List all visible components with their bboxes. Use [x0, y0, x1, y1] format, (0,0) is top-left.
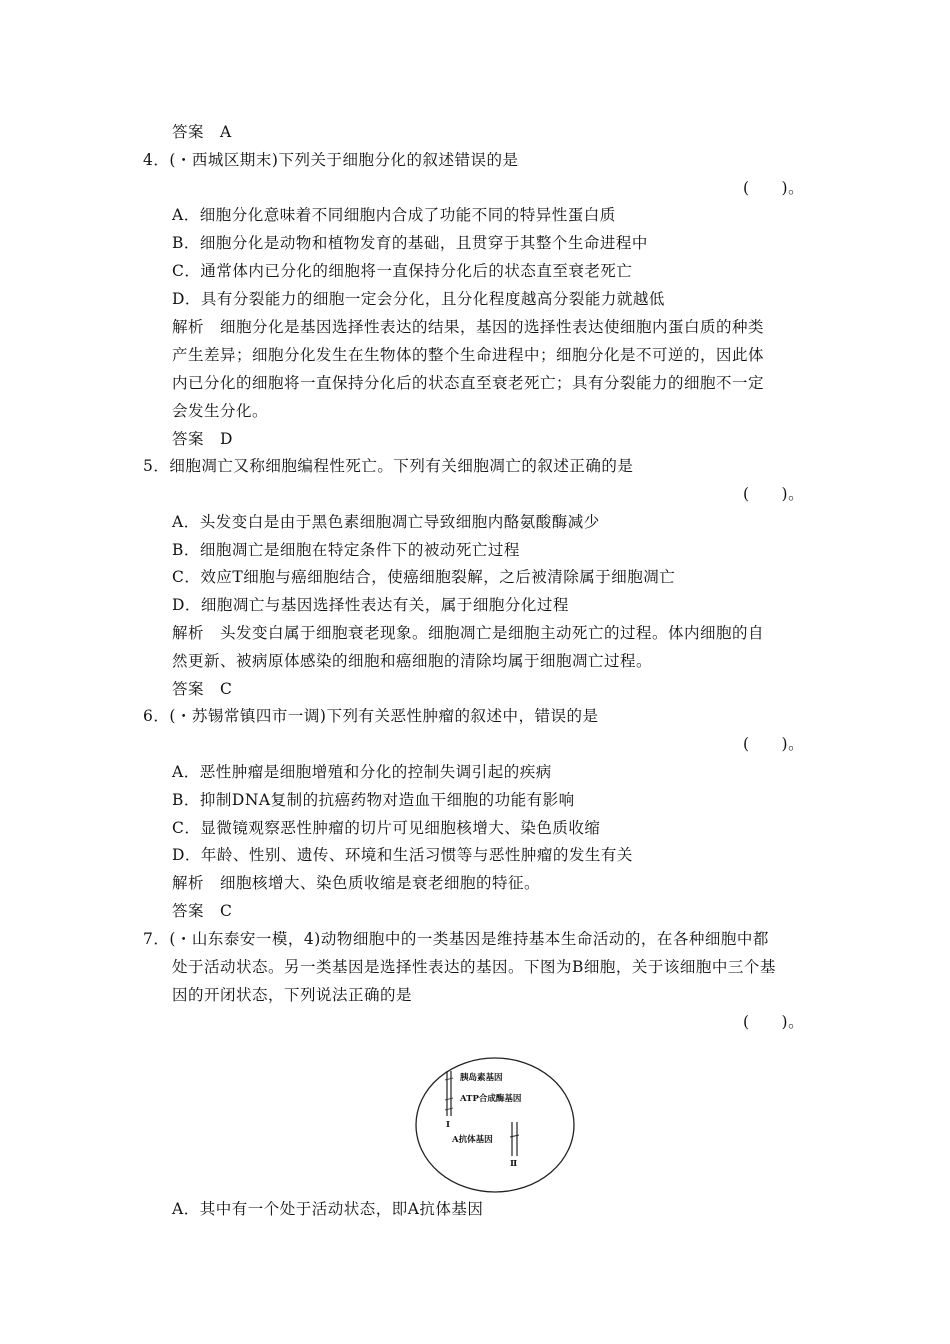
q6-paren: ( )。 — [743, 735, 805, 753]
q4-analysis-line: 解析 细胞分化是基因选择性表达的结果，基因的选择性表达使细胞内蛋白质的种类 — [172, 318, 765, 336]
chromosome-pair-1 — [445, 1071, 453, 1116]
q3-answer: 答案 A — [172, 123, 232, 141]
q6-answer: 答案 C — [172, 902, 233, 920]
q4-stem: 4．(・西城区期末)下列关于细胞分化的叙述错误的是 — [143, 151, 519, 169]
chromosome-pair-2 — [510, 1122, 519, 1156]
q6-analysis-line: 解析 细胞核增大、染色质收缩是衰老细胞的特征。 — [172, 874, 541, 892]
q4-analysis-line: 产生差异；细胞分化发生在生物体的整个生命进程中；细胞分化是不可逆的，因此体 — [172, 346, 765, 364]
q4-analysis-line: 会发生分化。 — [172, 402, 269, 420]
q7-stem-line: 7．(・山东泰安一模，4)动物细胞中的一类基因是维持基本生命活动的，在各种细胞中都 — [143, 930, 769, 948]
q7-stem-line: 因的开闭状态，下列说法正确的是 — [172, 986, 413, 1004]
b-cell-figure — [414, 1056, 576, 1194]
q5-option-d: D．细胞凋亡与基因选择性表达有关，属于细胞分化过程 — [172, 596, 569, 614]
q6-option-c: C．显微镜观察恶性肿瘤的切片可见细胞核增大、染色质收缩 — [172, 819, 601, 837]
antibody-gene-label: A抗体基因 — [452, 1135, 493, 1145]
q5-answer: 答案 C — [172, 680, 233, 698]
q6-option-a: A．恶性肿瘤是细胞增殖和分化的控制失调引起的疾病 — [172, 763, 552, 781]
q6-option-d: D．年龄、性别、遗传、环境和生活习惯等与恶性肿瘤的发生有关 — [172, 846, 633, 864]
q4-analysis-line: 内已分化的细胞将一直保持分化后的状态直至衰老死亡；具有分裂能力的细胞不一定 — [172, 374, 765, 392]
q4-paren: ( )。 — [743, 179, 805, 197]
q5-analysis-line: 解析 头发变白属于细胞衰老现象。细胞凋亡是细胞主动死亡的过程。体内细胞的自 — [172, 624, 765, 642]
q5-analysis-line: 然更新、被病原体感染的细胞和癌细胞的清除均属于细胞凋亡过程。 — [172, 652, 653, 670]
atp-synthase-gene-label: ATP合成酶基因 — [460, 1094, 522, 1104]
q4-option-a: A．细胞分化意味着不同细胞内合成了功能不同的特异性蛋白质 — [172, 206, 616, 224]
q5-option-b: B．细胞凋亡是细胞在特定条件下的被动死亡过程 — [172, 541, 520, 559]
q5-option-a: A．头发变白是由于黑色素细胞凋亡导致细胞内酪氨酸酶减少 — [172, 513, 600, 531]
q5-stem: 5．细胞凋亡又称细胞编程性死亡。下列有关细胞凋亡的叙述正确的是 — [143, 457, 634, 475]
q4-option-b: B．细胞分化是动物和植物发育的基础，且贯穿于其整个生命进程中 — [172, 234, 648, 252]
q4-option-c: C．通常体内已分化的细胞将一直保持分化后的状态直至衰老死亡 — [172, 262, 633, 280]
q4-option-d: D．具有分裂能力的细胞一定会分化，且分化程度越高分裂能力就越低 — [172, 290, 665, 308]
q7-option-a: A．其中有一个处于活动状态，即A抗体基因 — [172, 1200, 484, 1218]
q5-paren: ( )。 — [743, 485, 805, 503]
q6-stem: 6．(・苏锡常镇四市一调)下列有关恶性肿瘤的叙述中，错误的是 — [143, 707, 599, 725]
chromosome-ii-label: Ⅱ — [510, 1159, 518, 1169]
insulin-gene-label: 胰岛素基因 — [460, 1073, 503, 1083]
chromosome-i-label: Ⅰ — [446, 1120, 450, 1130]
q7-paren: ( )。 — [743, 1013, 805, 1031]
q4-answer: 答案 D — [172, 430, 233, 448]
q5-option-c: C．效应T细胞与癌细胞结合，使癌细胞裂解，之后被清除属于细胞凋亡 — [172, 568, 676, 586]
q7-stem-line: 处于活动状态。另一类基因是选择性表达的基因。下图为B细胞，关于该细胞中三个基 — [172, 958, 776, 976]
q6-option-b: B．抑制DNA复制的抗癌药物对造血干细胞的功能有影响 — [172, 791, 575, 809]
